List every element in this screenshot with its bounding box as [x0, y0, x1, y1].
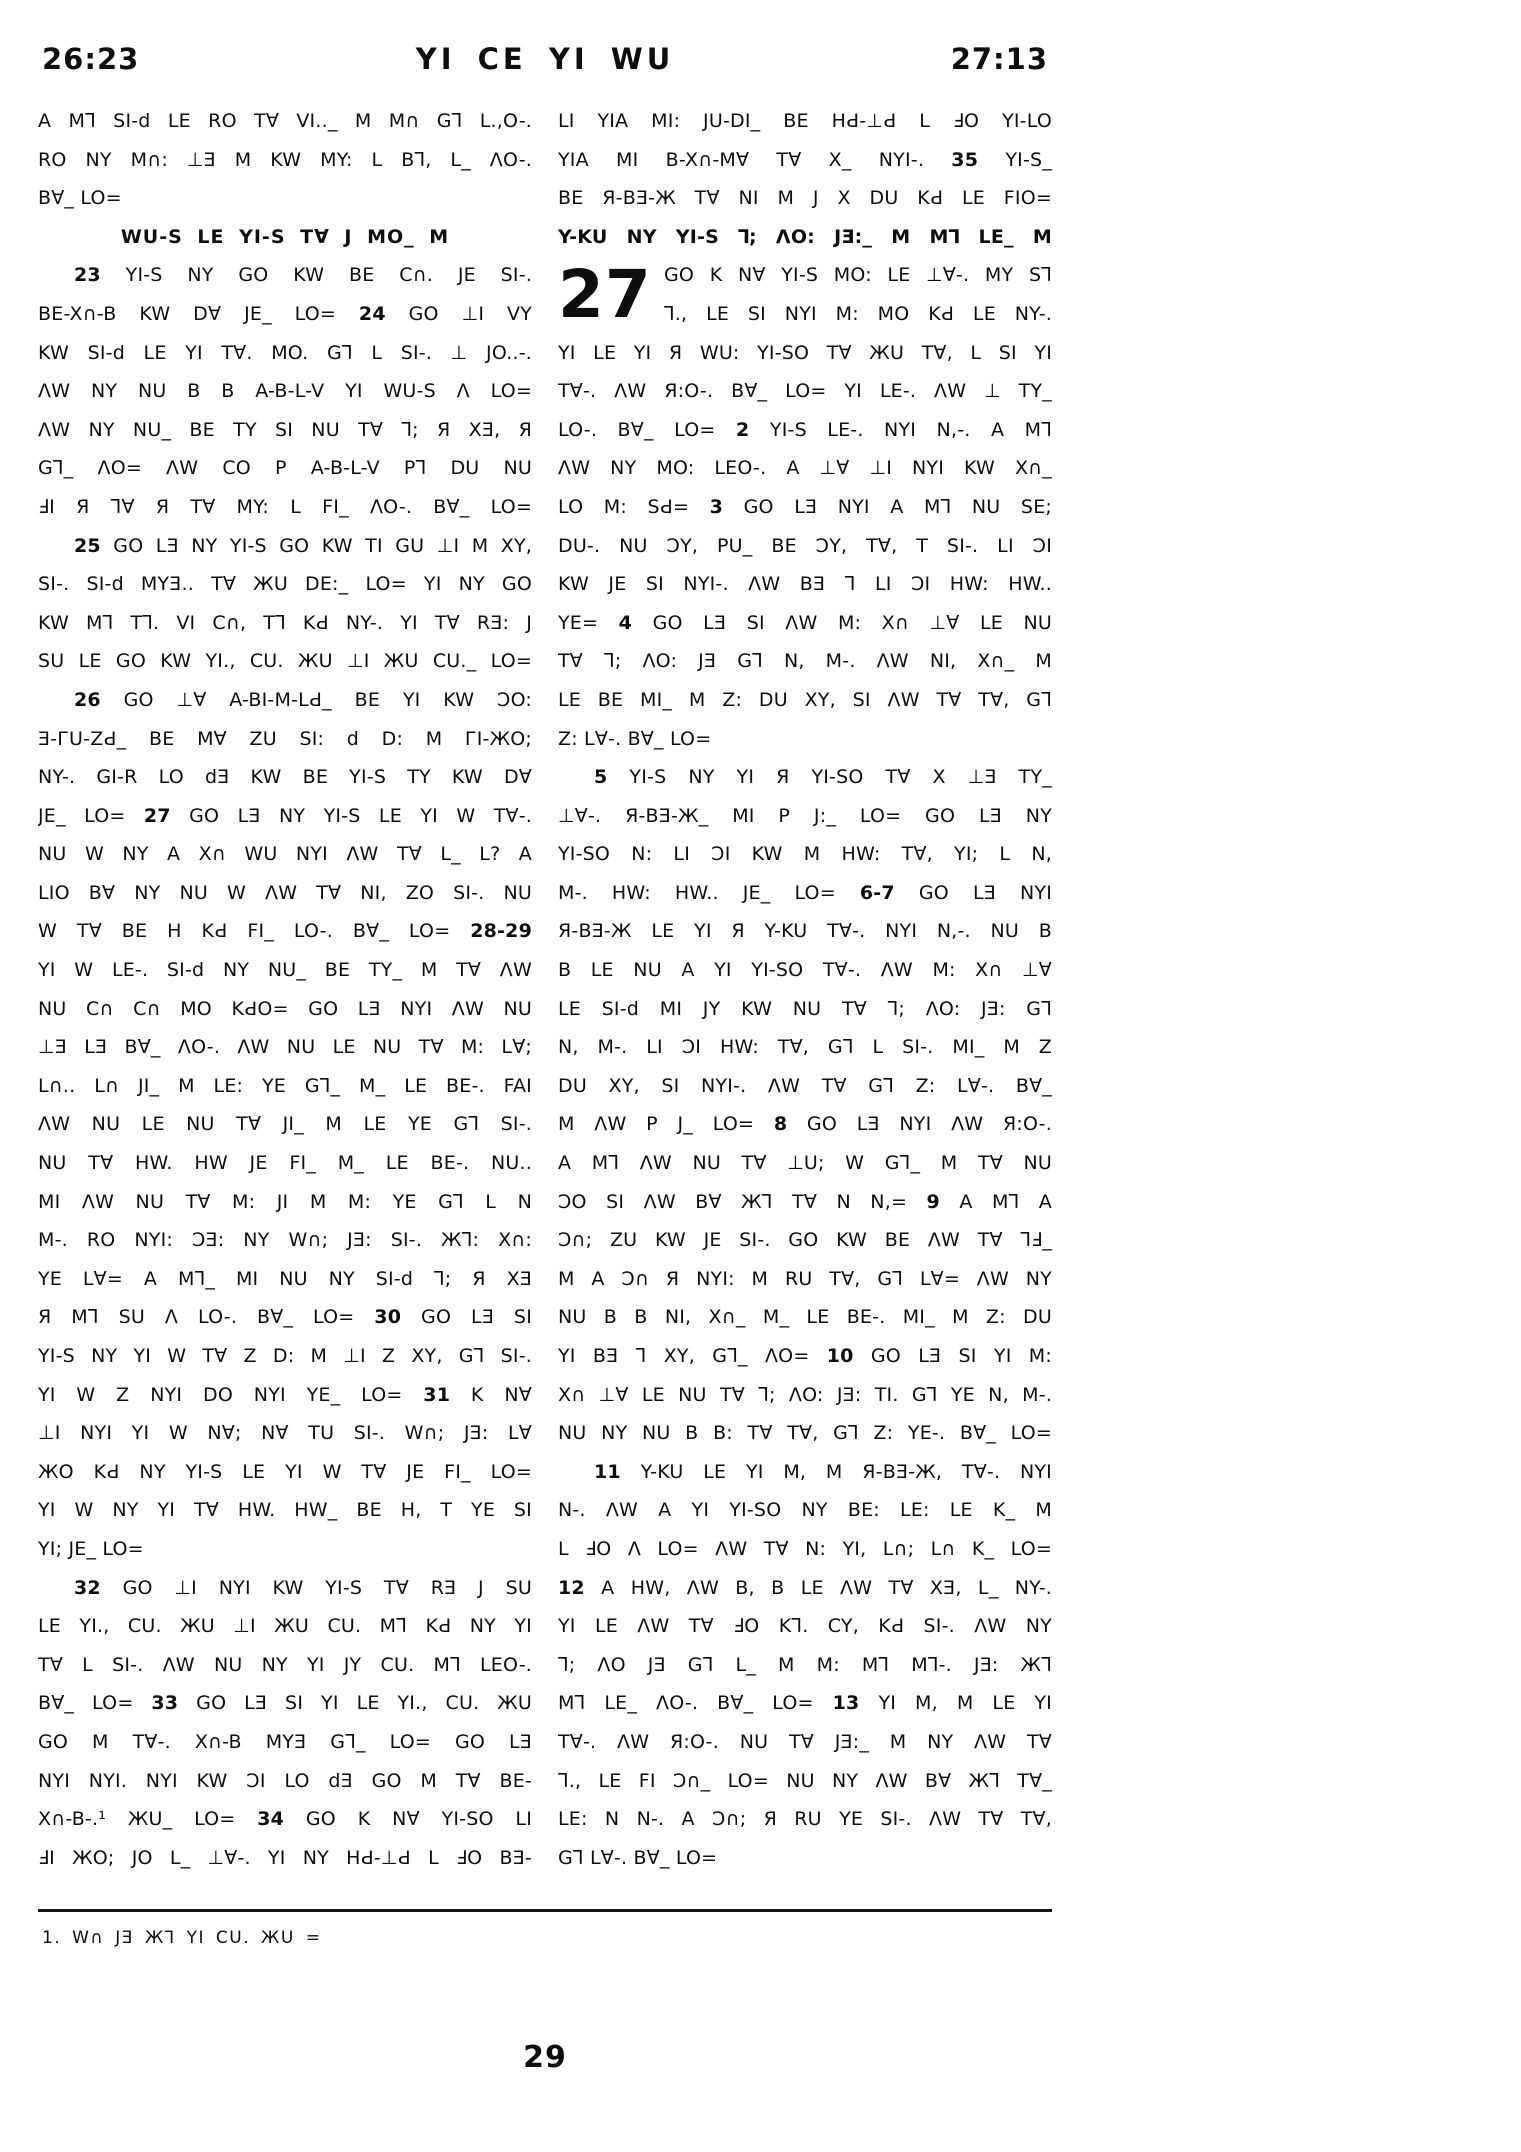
text-line: KW SI-d LE YI T∀. MO. G⅂ L SI-. ⊥ JO..-. — [38, 341, 532, 364]
text-line: NY-. GI-R LO dƎ KW BE YI-S TY KW D∀ — [38, 766, 532, 789]
text-line: Я-BƎ-Ж LE YI Я Y-KU T∀-. NYI N,-. NU B — [558, 920, 1052, 943]
text-line: Z: L∀-. B∀_ LO= — [558, 727, 712, 750]
text-line: X∩ ⊥∀ LE NU T∀ ⅂; ΛO: JƎ: TI. G⅂ YE N, M-. — [558, 1383, 1052, 1406]
section-heading: WU-S LE YI-S T∀ J MO_ M — [120, 225, 450, 248]
page-header — [38, 42, 1052, 76]
chapter-verse-ref-left: 26:23 — [42, 42, 140, 76]
chapter-start-lines — [664, 256, 1052, 333]
text-line: YI W NY YI T∀ HW. HW_ BE H, T YE SI — [38, 1499, 532, 1522]
text-line: YI W LE-. SI-d NY NU_ BE TY_ M T∀ ΛW — [38, 959, 532, 982]
text-line: NU C∩ C∩ MO KԀO= GO LƎ NYI ΛW NU — [38, 997, 532, 1020]
text-line: T∀ ⅂; ΛO: JƎ G⅂ N, M-. ΛW NI, X∩_ M — [558, 650, 1052, 673]
text-line: 11 Y-KU LE YI M, M Я-BƎ-Ж, T∀-. NYI — [594, 1460, 1052, 1483]
text-line: YI-SO N: LI ƆI KW M HW: T∀, YI; L N, — [558, 843, 1052, 866]
document-page — [38, 42, 1052, 2075]
text-line: LIO B∀ NY NU W ΛW T∀ NI, ZO SI-. NU — [38, 881, 532, 904]
text-line: LI YIA MI: JU-DI_ BE HԀ-⊥Ԁ L ℲO YI-LO — [558, 110, 1052, 132]
book-title: YI CE YI WU — [415, 42, 675, 76]
text-line: ΛW NY NU B B A-B-L-V YI WU-S Λ LO= — [38, 380, 532, 403]
text-line: NU W NY A X∩ WU NYI ΛW T∀ L_ L? A — [38, 843, 532, 866]
text-line: ℲI Я ⅂∀ Я T∀ MY: L FI_ ΛO-. B∀_ LO= — [38, 495, 532, 518]
text-line: M A Ɔ∩ Я NYI: M RU T∀, G⅂ L∀= ΛW NY — [558, 1267, 1052, 1290]
text-line: YE L∀= A M⅂_ MI NU NY SI-d ⅂; Я XƎ — [38, 1267, 532, 1290]
text-line: NYI NYI. NYI KW ƆI LO dƎ GO M T∀ BE- — [38, 1769, 532, 1792]
text-line: LE: N N-. A Ɔ∩; Я RU YE SI-. ΛW T∀ T∀, — [558, 1808, 1052, 1831]
text-line: LE BE MI_ M Z: DU XY, SI ΛW T∀ T∀, G⅂ — [558, 688, 1052, 711]
text-line: N-. ΛW A YI YI-SO NY BE: LE: LE K_ M — [558, 1499, 1052, 1522]
text-line: G⅂ L∀-. B∀_ LO= — [558, 1846, 718, 1869]
text-line: SU LE GO KW YI., CU. ЖU ⊥I ЖU CU._ LO= — [38, 650, 532, 673]
text-line: GO M T∀-. X∩-B MYƎ G⅂_ LO= GO LƎ — [38, 1730, 532, 1753]
text-line: ℲI ЖO; JO L_ ⊥∀-. YI NY HԀ-⊥Ԁ L ℲO BƎ- — [38, 1846, 532, 1869]
text-column-right — [558, 102, 1052, 1877]
text-line: DU XY, SI NYI-. ΛW T∀ G⅂ Z: L∀-. B∀_ — [558, 1074, 1052, 1097]
text-line: M⅂ LE_ ΛO-. B∀_ LO= 13 YI M, M LE YI — [558, 1692, 1052, 1715]
text-line: T∀-. ΛW Я:O-. B∀_ LO= YI LE-. ΛW ⊥ TY_ — [558, 380, 1052, 403]
text-line: B∀_ LO= 33 GO LƎ SI YI LE YI., CU. ЖU — [38, 1692, 532, 1715]
text-line: ΛW NU LE NU T∀ JI_ M LE YE G⅂ SI-. — [38, 1113, 532, 1136]
text-line: T∀-. ΛW Я:O-. NU T∀ JƎ:_ M NY ΛW T∀ — [558, 1730, 1052, 1753]
text-line: M ΛW P J_ LO= 8 GO LƎ NYI ΛW Я:O-. — [558, 1113, 1052, 1136]
text-line: 23 YI-S NY GO KW BE C∩. JE SI-. — [74, 264, 532, 287]
text-line: ЖO KԀ NY YI-S LE YI W T∀ JE FI_ LO= — [38, 1460, 532, 1483]
footnote-divider — [38, 1909, 1052, 1912]
text-line: N, M-. LI ƆI HW: T∀, G⅂ L SI-. MI_ M Z — [558, 1036, 1052, 1059]
text-line: YI W Z NYI DO NYI YE_ LO= 31 K N∀ — [38, 1383, 532, 1406]
text-columns — [38, 102, 1052, 1877]
chapter-start — [558, 256, 1052, 333]
chapter-drop-number: 27 — [558, 256, 652, 334]
text-line: SI-. SI-d MYƎ.. T∀ ЖU DE:_ LO= YI NY GO — [38, 573, 532, 596]
text-line: GO K N∀ YI-S MO: LE ⊥∀-. MY S⅂ — [664, 264, 1052, 287]
text-line: Ǝ-ГU-ZԀ_ BE M∀ ZU SI: d D: M ГI-ЖO; — [38, 727, 532, 750]
text-line: NU NY NU B B: T∀ T∀, G⅂ Z: YE-. B∀_ LO= — [558, 1422, 1052, 1445]
text-column-left — [38, 102, 532, 1877]
text-line: A M⅂ SI-d LE RO T∀ VI.._ M M∩ G⅂ L.,O-. — [38, 110, 532, 132]
text-line: Y-KU NY YI-S ⅂; ΛO: JƎ:_ M M⅂ LE_ M — [558, 225, 1052, 248]
text-line: Я M⅂ SU Λ LO-. B∀_ LO= 30 GO LƎ SI — [38, 1306, 532, 1329]
text-line: W T∀ BE H KԀ FI_ LO-. B∀_ LO= 28-29 — [38, 920, 532, 943]
text-line: ⊥I NYI YI W N∀; N∀ TU SI-. W∩; JƎ: L∀ — [38, 1422, 532, 1445]
text-line: M-. HW: HW.. JE_ LO= 6-7 GO LƎ NYI — [558, 881, 1052, 904]
text-line: ΛW NY NU_ BE TY SI NU T∀ ⅂; Я XƎ, Я — [38, 418, 532, 441]
text-line: ƆO SI ΛW B∀ Ж⅂ T∀ N N,= 9 A M⅂ A — [558, 1190, 1052, 1213]
text-line: M-. RO NYI: ƆƎ: NY W∩; JƎ: SI-. Ж⅂: X∩: — [38, 1229, 532, 1252]
text-line: DU-. NU ƆY, PU_ BE ƆY, T∀, T SI-. LI ƆI — [558, 534, 1052, 557]
text-line: 32 GO ⊥I NYI KW YI-S T∀ RƎ J SU — [74, 1576, 532, 1599]
text-line: G⅂_ ΛO= ΛW CO P A-B-L-V P⅂ DU NU — [38, 457, 532, 480]
text-line: 5 YI-S NY YI Я YI-SO T∀ X ⊥Ǝ TY_ — [594, 766, 1052, 789]
text-line: LO-. B∀_ LO= 2 YI-S LE-. NYI N,-. A M⅂ — [558, 418, 1052, 441]
footnote: 1. W∩ JƎ Ж⅂ YI CU. ЖU = — [42, 1928, 322, 1949]
text-line: YI LE YI Я WU: YI-SO T∀ ЖU T∀, L SI YI — [558, 341, 1052, 364]
text-line: 12 A HW, ΛW B, B LE ΛW T∀ XƎ, L_ NY-. — [558, 1576, 1052, 1599]
text-line: LE YI., CU. ЖU ⊥I ЖU CU. M⅂ KԀ NY YI — [38, 1615, 532, 1638]
chapter-verse-ref-right: 27:13 — [950, 42, 1048, 76]
text-line: YE= 4 GO LƎ SI ΛW M: X∩ ⊥∀ LE NU — [558, 611, 1052, 634]
text-line: L∩.. L∩ JI_ M LE: YE G⅂_ M_ LE BE-. FAI — [38, 1074, 532, 1097]
text-line: A M⅂ ΛW NU T∀ ⊥U; W G⅂_ M T∀ NU — [558, 1152, 1052, 1175]
text-line: MI ΛW NU T∀ M: JI M M: YE G⅂ L N — [38, 1190, 532, 1213]
text-line: NU B B NI, X∩_ M_ LE BE-. MI_ M Z: DU — [558, 1306, 1052, 1329]
text-line: 25 GO LƎ NY YI-S GO KW TI GU ⊥I M XY, — [74, 534, 532, 557]
text-line: NU T∀ HW. HW JE FI_ M_ LE BE-. NU.. — [38, 1152, 532, 1175]
text-line: X∩-B-.¹ ЖU_ LO= 34 GO K N∀ YI-SO LI — [38, 1808, 532, 1831]
text-line: ⅂; ΛO JƎ G⅂ L_ M M: M⅂ M⅂-. JƎ: Ж⅂ — [558, 1653, 1052, 1676]
text-line: YI-S NY YI W T∀ Z D: M ⊥I Z XY, G⅂ SI-. — [38, 1345, 532, 1367]
text-line: YI LE ΛW T∀ ℲO K⅂. CY, KԀ SI-. ΛW NY — [558, 1615, 1052, 1638]
text-line: L ℲO Λ LO= ΛW T∀ N: YI, L∩; L∩ K_ LO= — [558, 1537, 1052, 1560]
text-line: LE SI-d MI JY KW NU T∀ ⅂; ΛO: JƎ: G⅂ — [558, 997, 1052, 1020]
text-line: B∀_ LO= — [38, 187, 122, 210]
text-line: ⊥Ǝ LƎ B∀_ ΛO-. ΛW NU LE NU T∀ M: L∀; — [38, 1036, 532, 1059]
text-line: YI BƎ ⅂ XY, G⅂_ ΛO= 10 GO LƎ SI YI M: — [558, 1345, 1052, 1367]
text-line: KW JE SI NYI-. ΛW BƎ ⅂ LI ƆI HW: HW.. — [558, 573, 1052, 596]
text-line: RO NY M∩: ⊥Ǝ M KW MY: L B⅂, L_ ΛO-. — [38, 148, 532, 171]
text-line: T∀ L SI-. ΛW NU NY YI JY CU. M⅂ LEO-. — [38, 1653, 532, 1676]
text-line: Ɔ∩; ZU KW JE SI-. GO KW BE ΛW T∀ ⅂Ⅎ_ — [558, 1229, 1052, 1252]
text-line: BE-X∩-B KW D∀ JE_ LO= 24 GO ⊥I VY — [38, 302, 532, 325]
text-line: JE_ LO= 27 GO LƎ NY YI-S LE YI W T∀-. — [38, 804, 532, 827]
text-line: BE Я-BƎ-Ж T∀ NI M J X DU KԀ LE FIO= — [558, 187, 1052, 210]
text-line: B LE NU A YI YI-SO T∀-. ΛW M: X∩ ⊥∀ — [558, 959, 1052, 982]
text-line: LO M: SԀ= 3 GO LƎ NYI A M⅂ NU SE; — [558, 495, 1052, 518]
text-line: YI; JE_ LO= — [38, 1537, 144, 1560]
text-line: ΛW NY MO: LEO-. A ⊥∀ ⊥I NYI KW X∩_ — [558, 457, 1052, 480]
text-line: ⅂., LE FI Ɔ∩_ LO= NU NY ΛW B∀ Ж⅂ T∀_ — [558, 1769, 1052, 1792]
page-number: 29 — [523, 2040, 567, 2076]
text-line: KW M⅂ T⅂. VI C∩, T⅂ KԀ NY-. YI T∀ RƎ: J — [38, 611, 532, 634]
text-line: ⊥∀-. Я-BƎ-Ж_ MI P J:_ LO= GO LƎ NY — [558, 804, 1052, 827]
text-line: YIA MI B-X∩-M∀ T∀ X_ NYI-. 35 YI-S_ — [558, 148, 1052, 171]
text-line: ⅂., LE SI NYI M: MO KԀ LE NY-. — [664, 302, 1052, 325]
text-line: 26 GO ⊥∀ A-BI-M-LԀ_ BE YI KW ƆO: — [74, 688, 532, 711]
